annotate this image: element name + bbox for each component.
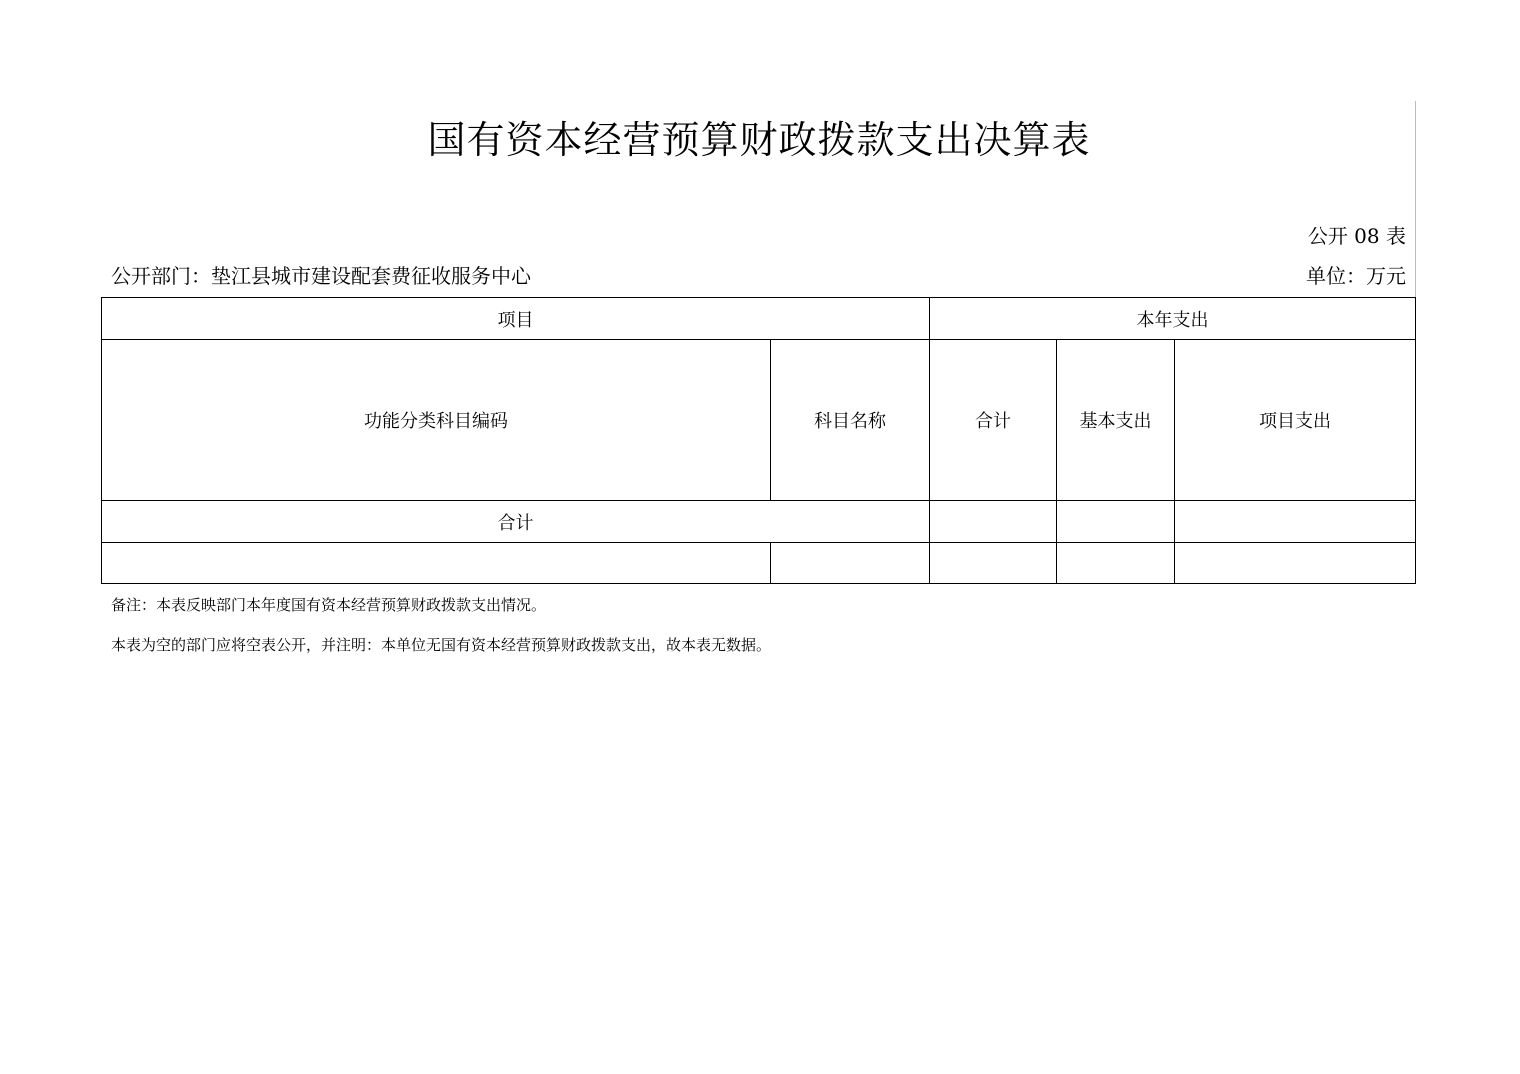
header-item: 项目: [497, 309, 534, 331]
note-line-1: 备注：本表反映部门本年度国有资本经营预算财政拨款支出情况。: [111, 596, 547, 614]
total-row-basic-value: [1056, 500, 1175, 543]
header-basic-expense: 基本支出: [1079, 411, 1152, 432]
expense-table: [101, 297, 1416, 584]
header-project-expense: 项目支出: [1259, 411, 1331, 432]
header-subject-name: 科目名称: [814, 411, 886, 432]
total-row-project-value: [1174, 500, 1416, 543]
header-year-expense: 本年支出: [1136, 309, 1209, 331]
data-row-project: [1174, 542, 1416, 584]
total-row-label: 合计: [497, 512, 534, 534]
header-total: 合计: [975, 411, 1011, 432]
unit-label: 单位：万元: [1306, 264, 1406, 288]
data-row-basic: [1056, 542, 1175, 584]
total-row-total-value: [929, 500, 1057, 543]
department-label: 公开部门：垫江县城市建设配套费征收服务中心: [111, 264, 531, 288]
data-row-total: [929, 542, 1057, 584]
page-title: 国有资本经营预算财政拨款支出决算表: [427, 118, 1091, 162]
data-row-name: [770, 542, 930, 584]
header-function-code: 功能分类科目编码: [364, 411, 508, 432]
note-line-2: 本表为空的部门应将空表公开，并注明：本单位无国有资本经营预算财政拨款支出，故本表无数据。: [111, 636, 772, 654]
form-number: 公开 08 表: [1307, 224, 1406, 248]
data-row-code: [101, 542, 771, 584]
